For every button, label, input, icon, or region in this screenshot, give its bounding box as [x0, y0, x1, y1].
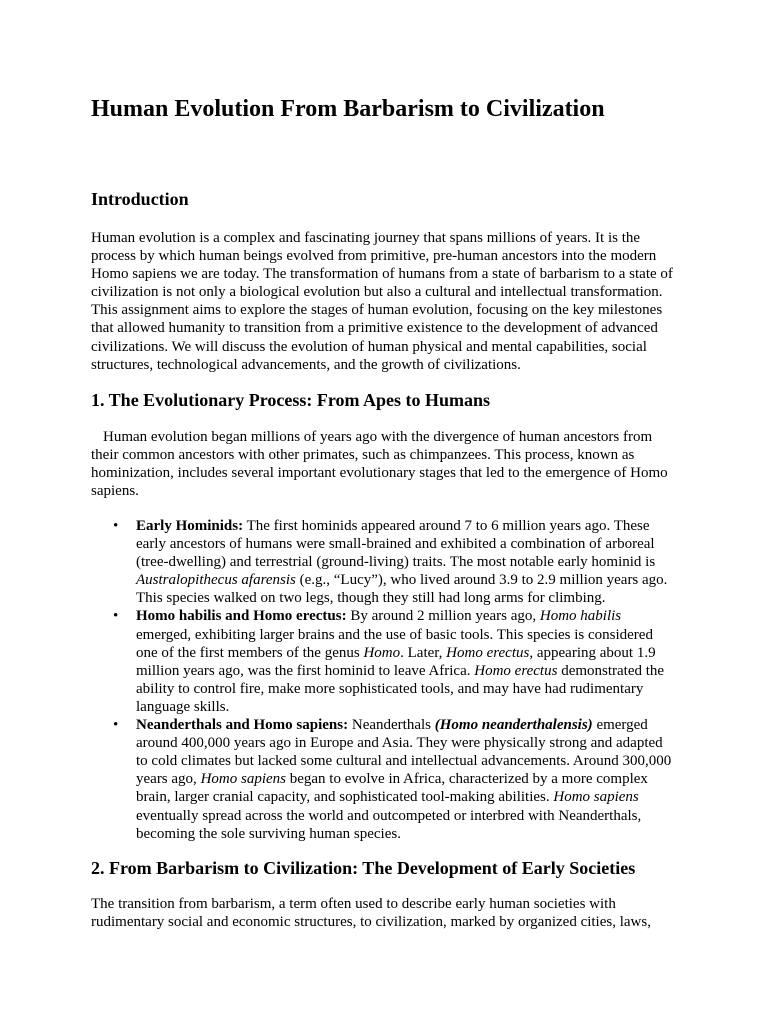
introduction-paragraph: Human evolution is a complex and fascinating journey that spans millions of years. It is the process by which human beings evolved from primitive, pre-human ancestors into the modern Homo sapiens we are today. The transformation of humans from a state of barbarism to a state of civilization is not only a biological evolution but also a cultural and intellectual transformation. This assignment aims to explore the stages of human evolution, focusing on the key milestones that allowed humanity to transition from a primitive existence to the development of advanced civilizations. We will discuss the evolution of human physical and mental capabilities, social structures, technological advancements, and the growth of civilizations.: [91, 230, 673, 373]
list-item-term: Early Hominids:: [136, 518, 244, 534]
list-item-term: Neanderthals and Homo sapiens:: [136, 717, 349, 734]
document-title: Human Evolution From Barbarism to Civilization: [91, 96, 605, 122]
bullet-icon: •: [113, 608, 119, 625]
list-item-text: began to evolve in Africa, characterized by a more complex brain, larger cranial capacity, and sophisticated tool-making abilities.: [136, 771, 648, 806]
introduction-heading: Introduction: [91, 189, 189, 209]
list-item-homo-habilis-erectus: [91, 607, 677, 716]
list-item-text: , appearing about 1.9 million years ago, was the first hominid to leave Africa.: [136, 644, 656, 679]
section-2-heading: 2. From Barbarism to Civilization: The Development of Early Societies: [91, 858, 636, 878]
list-item-text: eventually spread across the world and outcompeted or interbred with Neanderthals, becoming the sole surviving human species.: [136, 807, 642, 842]
species-name: Homo sapiens: [200, 771, 286, 788]
section-1-paragraph: [91, 428, 677, 500]
list-item-text: emerged around 400,000 years ago in Europe and Asia. They were physically strong and adapted to cold climates but lacked some cultural and intellectual advancements. Around 300,000 years ago,: [136, 717, 672, 788]
species-name: Homo erectus: [446, 644, 530, 661]
list-item-early-hominids: [91, 517, 677, 607]
list-item-term: Homo habilis and Homo erectus:: [136, 608, 347, 625]
list-item-text: Neanderthals: [348, 717, 435, 734]
list-item-text: . Later,: [400, 644, 447, 661]
species-name: Australopithecus afarensis: [136, 572, 296, 589]
bullet-icon: •: [113, 518, 119, 534]
section-1-heading: 1. The Evolutionary Process: From Apes to Humans: [91, 390, 491, 410]
list-item-text: By around 2 million years ago,: [346, 608, 540, 625]
species-name: Homo erectus: [474, 662, 558, 679]
section-2-paragraph: The transition from barbarism, a term often used to describe early human societies with rudimentary social and economic structures, to civilization, marked by organized cities, laws,: [91, 896, 651, 931]
list-item-text: The first hominids appeared around 7 to 6 million years ago. These early ancestors of humans were small-brained and exhibited a combination of arboreal (tree-dwelling) and terrestrial (ground-living) traits. The most notable early hominid is: [136, 518, 656, 571]
list-item-text: emerged, exhibiting larger brains and the use of basic tools. This species is considered one of the first members of the genus: [136, 626, 653, 661]
list-item-neanderthals-sapiens: [91, 716, 677, 843]
list-item-text: (e.g., “Lucy”), who lived around 3.9 to 2.9 million years ago. This species walked on two legs, though they still had long arms for climbing.: [136, 572, 668, 607]
species-name: Homo sapiens: [553, 789, 639, 806]
list-item-text: demonstrated the ability to control fire, make more sophisticated tools, and may have had rudimentary language skills.: [136, 662, 665, 715]
bullet-icon: •: [113, 717, 119, 734]
species-name: Homo habilis: [539, 608, 622, 625]
genus-name: Homo: [363, 644, 401, 661]
hominid-stages-list: [91, 517, 677, 843]
section-1-paragraph-text: Human evolution began millions of years ago with the divergence of human ancestors from their common ancestors with other primates, such as chimpanzees. This process, known as hominization, includes several important evolutionary stages that led to the emergence of Homo sapiens.: [91, 429, 668, 500]
species-name: (Homo neanderthalensis): [434, 717, 593, 734]
